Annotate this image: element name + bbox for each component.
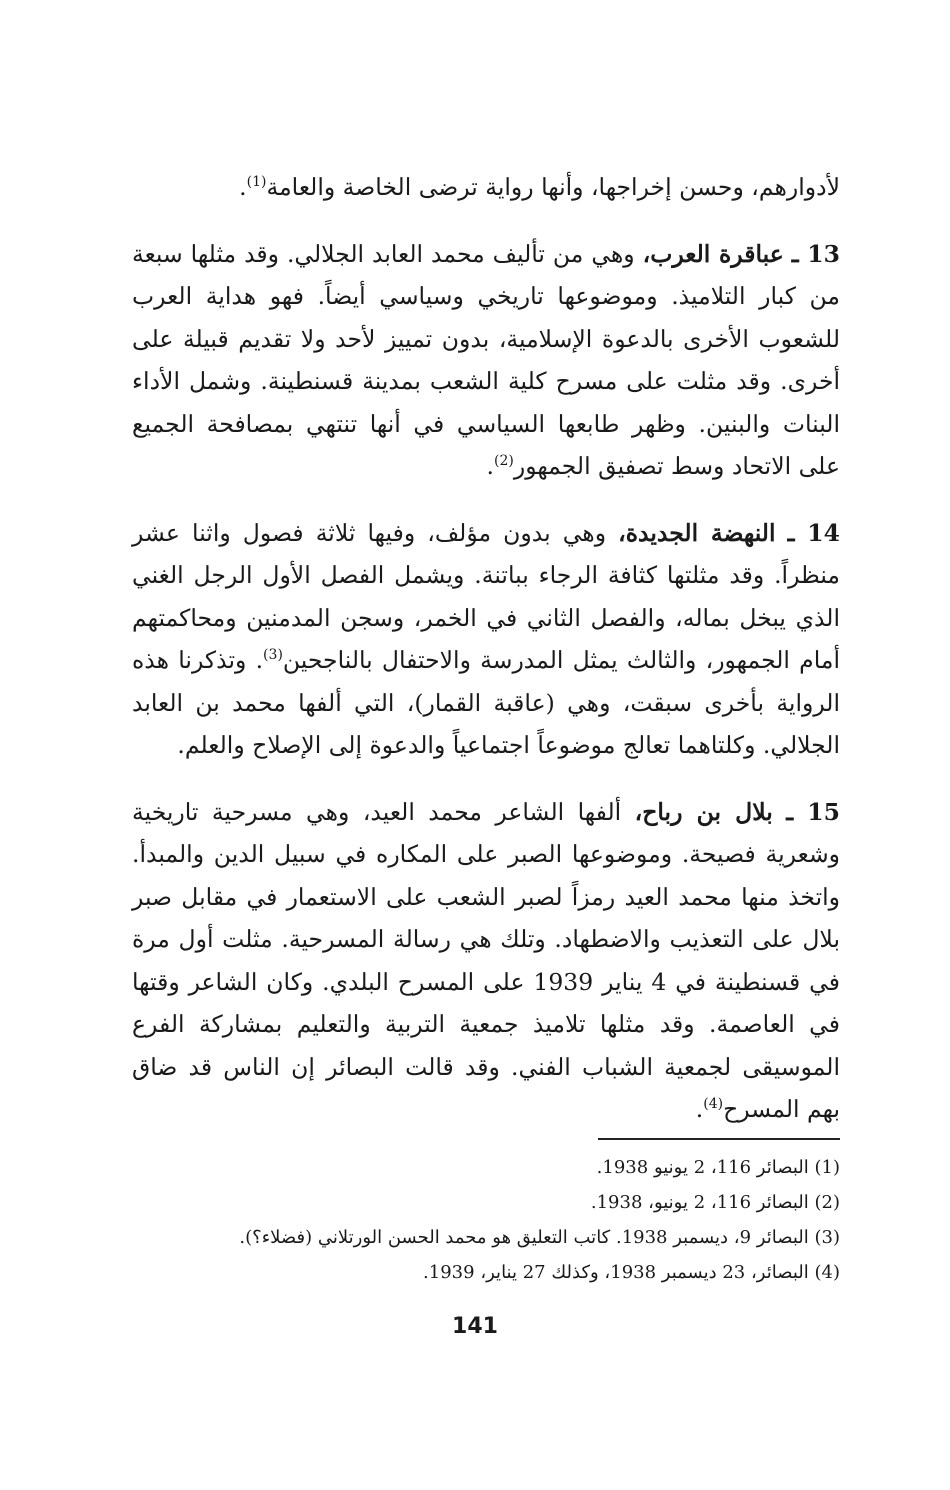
play-title: عباقرة العرب، — [642, 239, 784, 268]
footnote-marker: (3) — [814, 1227, 840, 1248]
main-text — [132, 166, 840, 1131]
footnote-marker: (1) — [814, 1157, 840, 1178]
page-number: 141 — [452, 1314, 498, 1339]
footnote-marker: (2) — [814, 1192, 840, 1213]
footnote-text: البصائر 116، 2 يونيو، 1938. — [590, 1192, 809, 1213]
paragraph-13 — [132, 233, 840, 488]
footnote-divider — [598, 1138, 840, 1140]
footnote-2 — [132, 1185, 840, 1220]
footnote-text: البصائر 9، ديسمبر 1938. كاتب التعليق هو محمد الحسن الورتلاني (فضلاء؟). — [239, 1227, 809, 1248]
item-number: 14 ـ — [787, 518, 840, 547]
paragraph-end: . — [486, 452, 494, 480]
footnote-1 — [132, 1150, 840, 1185]
footnote-marker: (4) — [814, 1262, 840, 1283]
paragraph-text: وهي بدون مؤلف، وفيها ثلاثة فصول واثنا عشر منظراً. وقد مثلتها كثافة الرجاء بباتنة. ويشمل الفصل الأول الرجل الغني الذي يبخل بماله، والفصل الثاني في الخمر، وسجن المدمنين ومحاكمتهم أمام الجمهور، والثالث يمثل المدرسة والاحتفال بالناجحين — [132, 518, 841, 674]
paragraph-end: . — [239, 173, 247, 201]
paragraph-15 — [132, 791, 840, 1131]
footnote-3 — [132, 1220, 840, 1255]
footnote-ref-3[interactable]: (3) — [263, 647, 283, 663]
paragraph-end: . — [695, 1095, 704, 1123]
footnote-text: البصائر، 23 ديسمبر 1938، وكذلك 27 يناير، 1939. — [423, 1262, 809, 1283]
paragraph-text: وهي من تأليف محمد العابد الجلالي. وقد مثلها سبعة من كبار التلاميذ. وموضوعها تاريخي وسياسي أيضاً. فهو هداية العرب للشعوب الأخرى بالدعوة الإسلامية، بدون تمييز لأحد ولا تقديم قبيلة على أخرى. وقد مثلت على مسرح كلية الشعب بمدينة قسنطينة. وشمل الأداء البنات والبنين. وظهر طابعها السياسي في أنها تنتهي بمصافحة الجميع على الاتحاد وسط تصفيق الجمهور — [132, 239, 840, 480]
footnote-4 — [132, 1255, 840, 1290]
item-number: 15 ـ — [786, 797, 840, 826]
play-title: بلال بن رباح، — [634, 797, 773, 826]
paragraph-end: . وتذكرنا هذه الرواية بأخرى سبقت، وهي (عاقبة القمار)، التي ألفها محمد بن العابد الجلالي. وكلتاهما تعالج موضوعاً اجتماعياً والدعوة إلى الإصلاح والعلم. — [132, 646, 840, 759]
footnotes — [132, 1150, 840, 1290]
paragraph-continuation — [132, 166, 840, 209]
paragraph-text: ألفها الشاعر محمد العيد، وهي مسرحية تاريخية وشعرية فصيحة. وموضوعها الصبر على المكاره في سبيل الدين والمبدأ. واتخذ منها محمد العيد رمزاً لصبر الشعب على الاستعمار في مقابل صبر بلال على التعذيب والاضطهاد. وتلك هي رسالة المسرحية. مثلت أول مرة في قسنطينة في 4 يناير 1939 على المسرح البلدي. وكان الشاعر وقتها في العاصمة. وقد مثلها تلاميذ جمعية التربية والتعليم بمشاركة الفرع الموسيقى لجمعية الشباب الفني. وقد قالت البصائر إن الناس قد ضاق بهم المسرح — [132, 797, 840, 1123]
item-number: 13 ـ — [791, 239, 840, 268]
play-title: النهضة الجديدة، — [618, 518, 776, 547]
footnote-text: البصائر 116، 2 يونيو 1938. — [596, 1157, 809, 1178]
footnote-ref-1[interactable]: (1) — [246, 174, 267, 190]
paragraph-14 — [132, 512, 840, 767]
paragraph-text: لأدوارهم، وحسن إخراجها، وأنها رواية ترضى الخاصة والعامة — [266, 173, 840, 201]
footnote-ref-4[interactable]: (4) — [703, 1096, 724, 1112]
footnote-ref-2[interactable]: (2) — [493, 453, 514, 469]
